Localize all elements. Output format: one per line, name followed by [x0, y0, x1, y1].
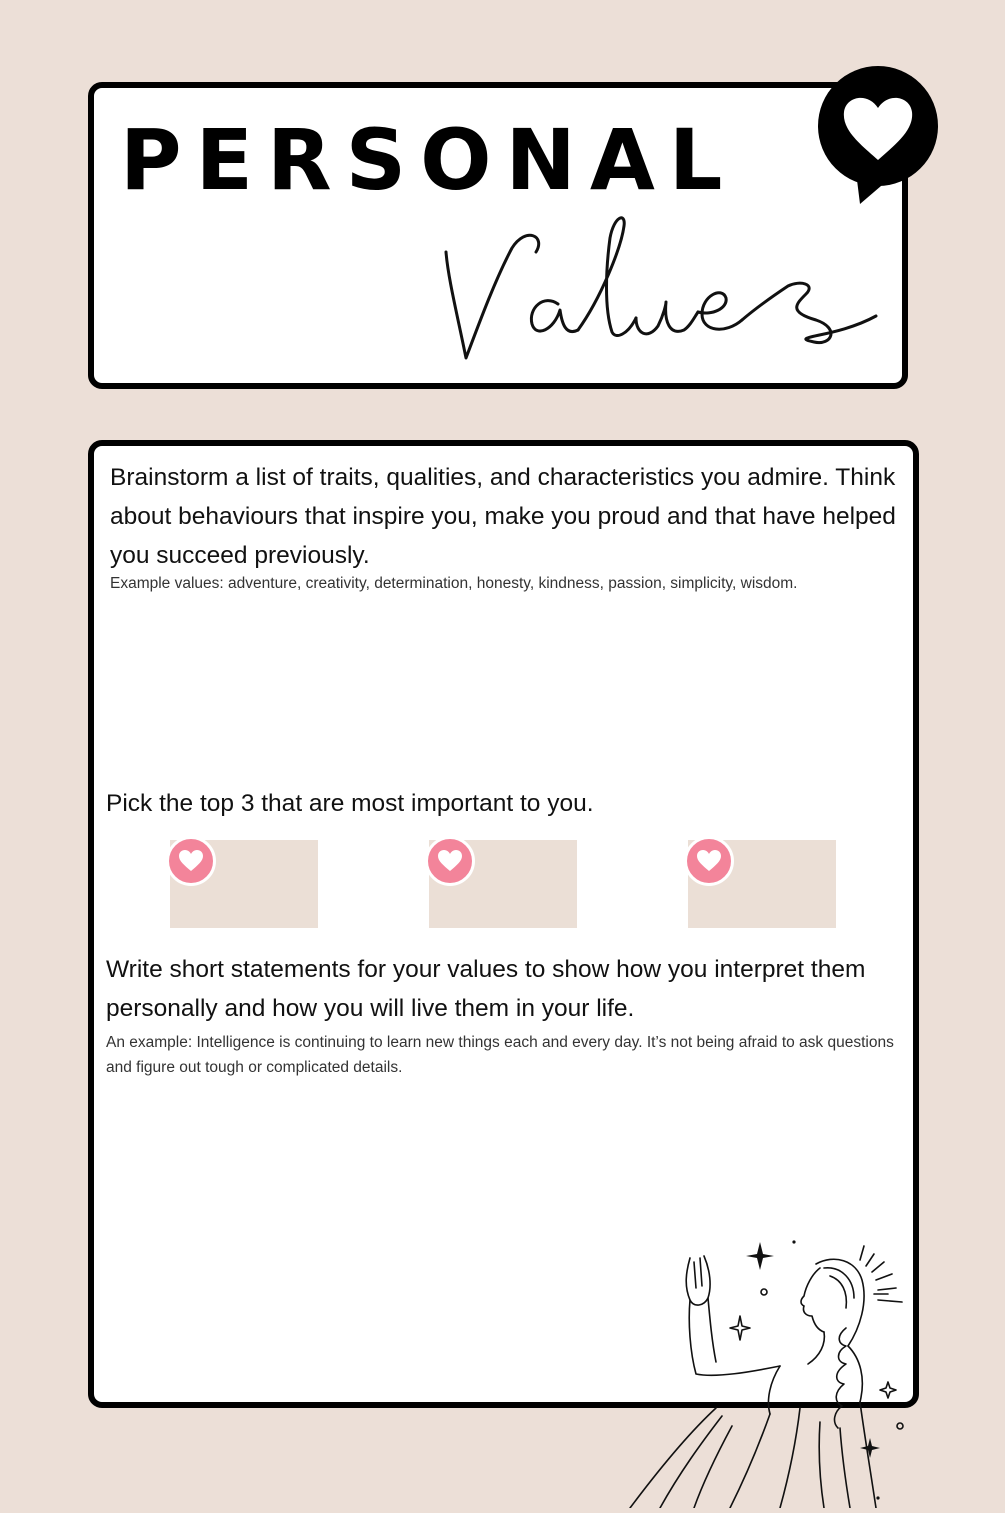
script-title: [436, 208, 891, 373]
statements-prompt: Write short statements for your values to show how you interpret them personally and how you will live them in your life.: [106, 956, 866, 1022]
brainstorm-instructions: Brainstorm a list of traits, qualities, and characteristics you admire. Think about behaviours that inspire you, make you proud and that have helped you succeed previously.: [110, 464, 896, 569]
top-three-prompt: Pick the top 3 that are most important to you.: [106, 790, 594, 817]
brainstorm-writing-area[interactable]: [110, 606, 900, 776]
page-title: PERSONAL: [120, 111, 737, 209]
heart-icon: [684, 836, 734, 886]
heart-icon: [425, 836, 475, 886]
heart-icon: [166, 836, 216, 886]
heart-speech-bubble-icon: [816, 64, 940, 206]
example-values: Example values: adventure, creativity, determination, honesty, kindness, passion, simplicity, wisdom.: [110, 575, 798, 592]
woman-praying-illustration: [620, 1232, 920, 1508]
values-script-lettering: [436, 208, 891, 373]
value-slot-2[interactable]: [429, 840, 577, 928]
statement-example: An example: Intelligence is continuing to learn new things each and every day. It’s not being afraid to ask questions and figure out tough or complicated details.: [106, 1034, 894, 1076]
value-slot-3[interactable]: [688, 840, 836, 928]
value-slot-1[interactable]: [170, 840, 318, 928]
title-card: [88, 82, 908, 389]
statements-writing-area[interactable]: [106, 1086, 666, 1386]
